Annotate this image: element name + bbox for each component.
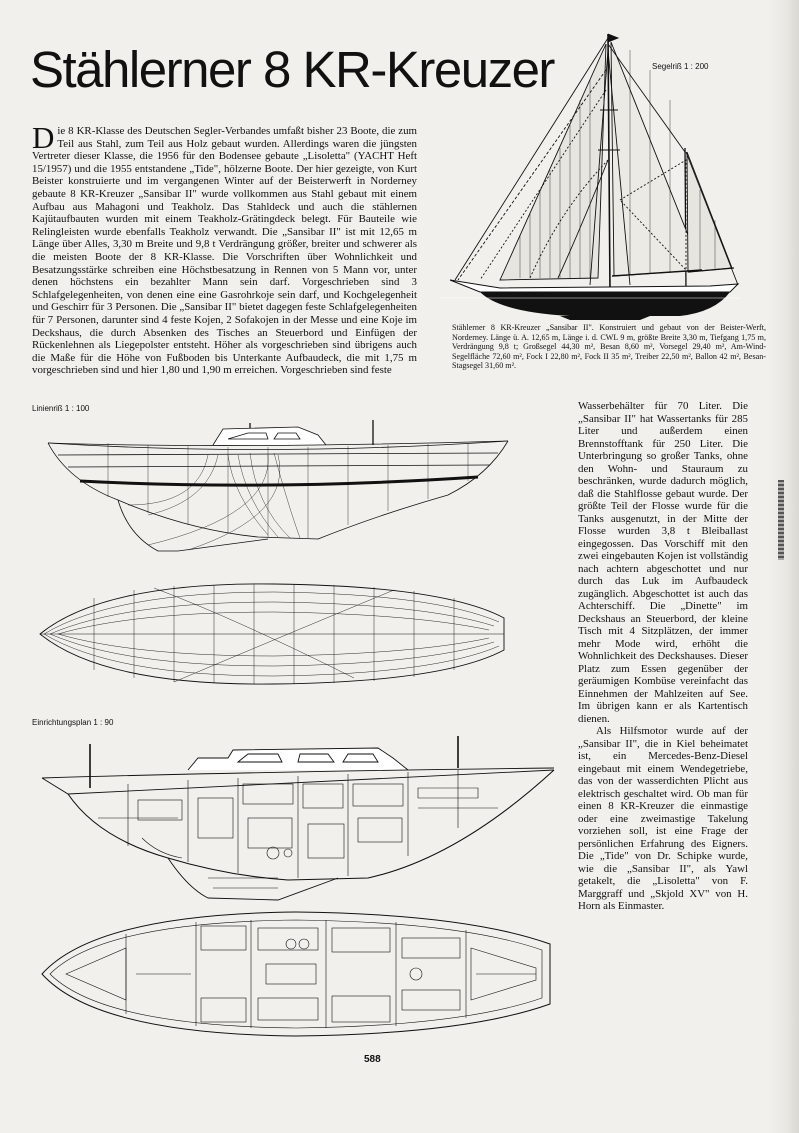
scan-margin-mark xyxy=(778,480,784,560)
article-intro-text: ie 8 KR-Klasse des Deutschen Segler-Verbandes umfaßt bisher 23 Boote, die zum Teil aus Stahl, zum Teil aus Holz gebaut wurden. Allerdings waren die jüngsten Vertreter dieser Klasse, die 1956 für den Bodensee gebaute „Lisoletta" (YACHT Heft 15/1957) und die 1955 entstandene „Tide", hölzerne Boote. Der hier gezeigte, von Kurt Beister konstruierte und im vergangenen Winter auf der Beisterwerft in Norderney gebaute 8 KR-Kreuzer „Sansibar II" wurde vollkommen aus Stahl gebaut mit einem Aufbau aus Mahagoni und Teakholz. Das Stahldeck und auch die stählernen Kajütaufbauten wurden mit einem Teakholz-Grätingdeck belegt. Für Bauteile wie Relingleisten wurde ebenfalls Teakholz verwandt. Die „Sansibar II" ist mit 12,65 m Länge über Alles, 3,30 m Breite und 9,8 t Verdrängung größer, breiter und schwerer als die meisten Boote der 8 KR-Klasse. Die Vorschriften über Wohnlichkeit und Besatzungsstärke schreiben eine Höchstbesatzung in Rennen von 5 Mann vor, unter denen höchstens ein bezahlter Mann sein darf. Vorgeschrieben sind 3 Schlafgelegenheiten, von denen eine eine Gasrohrkoje sein darf, und Kochgelegenheit und Geschirr für 3 Personen. Die „Sansibar II" bietet dagegen feste Schlafgelegenheiten für 7 Personen, darunter sind 4 feste Kojen, 2 Sofakojen in der Messe und eine Koje im Deckshaus, die durch Absenken des Tisches an Steuerbord und Einfügen der Rückenlehnen als Liegepolster entsteht. Höher als vorgeschrieben sind übrigens auch die Maße für die Höhe von Fußboden bis Unterkante Aufbaudeck, die mit 1,75 m vorgeschrieben sind und hier 1,80 und 1,90 m erreichen. Vorgeschrieben sind feste xyxy=(32,125,417,377)
drop-cap: D xyxy=(32,120,55,155)
lines-plan-half-breadth xyxy=(34,578,514,690)
page-number: 588 xyxy=(364,1054,381,1065)
interior-plan-view xyxy=(36,908,558,1040)
sail-plan-drawing xyxy=(440,30,740,320)
article-column-2 xyxy=(578,400,748,913)
article-paragraph-tanks: Wasserbehälter für 70 Liter. Die „Sansibar II" hat Wassertanks für 285 Liter und außerdem einen Brennstofftank für 250 Liter. Die Unterbringung so großer Tanks, ohne den Wohn- und Stauraum zu beschränken, wurde dadurch möglich, daß die Stahlflosse gebaut wurde. Der größte Teil der Flosse wurde für die Tanks ausgenutzt, in der Mitte der Flosse wurden 3,8 t Bleiballast eingegossen. Das Vorschiff mit den zwei eingebauten Kojen ist vollständig nach achtern abgeschottet und nur durch das Luk im Aufbaudeck zugänglich. Abgeschottet ist auch das Achterschiff. Die „Dinette" im Deckshaus an Steuerbord, der kleine Tisch mit 4 Sitzplätzen, der immer mehr Mode wird, erhöht die Wohnlichkeit des Deckshauses. Dieser Platz zum Essen gegenüber der geräumigen Kombüse vereinfacht das Einnehmen der Mahlzeiten auf See. Im übrigen kann er als Kartentisch dienen. xyxy=(578,400,748,725)
interior-plan-caption: Einrichtungsplan 1 : 90 xyxy=(32,718,114,727)
interior-plan-profile xyxy=(38,728,560,903)
sail-plan-description: Stählerner 8 KR-Kreuzer „Sansibar II". Konstruiert und gebaut von der Beister-Werft, Norderney. Länge ü. A. 12,65 m, Länge i. d. CWL 9 m, größte Breite 3,30 m, Tiefgang 1,75 m, Verdrängung 9,8 t; Großsegel 44,30 m², Besan 8,60 m², Vorsegel 29,40 m², Am-Wind-Segelfläche 72,60 m², Fock I 22,80 m², Fock II 35 m², Treiber 22,50 m², Ballon 42 m², Besan-Stagsegel 31,60 m². xyxy=(452,323,766,371)
page-title: Stählerner 8 KR-Kreuzer xyxy=(30,41,554,98)
lines-plan-caption: Linienriß 1 : 100 xyxy=(32,404,90,413)
lines-plan-profile xyxy=(28,405,518,570)
article-column-1 xyxy=(32,120,417,377)
sail-plan-caption: Segelriß 1 : 200 xyxy=(652,62,709,71)
article-paragraph-engine: Als Hilfsmotor wurde auf der „Sansibar II", die in Kiel beheimatet ist, ein Mercedes-Benz-Diesel eingebaut mit einem Wendegetriebe, das von der wasserdichten Plicht aus elektrisch geschaltet wird. Ob man für einen 8 KR-Kreuzer die einmastige oder eine zweimastige Takelung vorziehen soll, ist eine Frage der persönlichen Erfahrung des Eigners. Die „Tide" von Dr. Schipke wurde, wie die „Sansibar II", als Yawl getakelt, die „Lisoletta" von F. Marggraff und „Skjold XV" von H. Horn als Einmaster. xyxy=(578,725,748,912)
scan-page-edge xyxy=(769,0,799,1133)
